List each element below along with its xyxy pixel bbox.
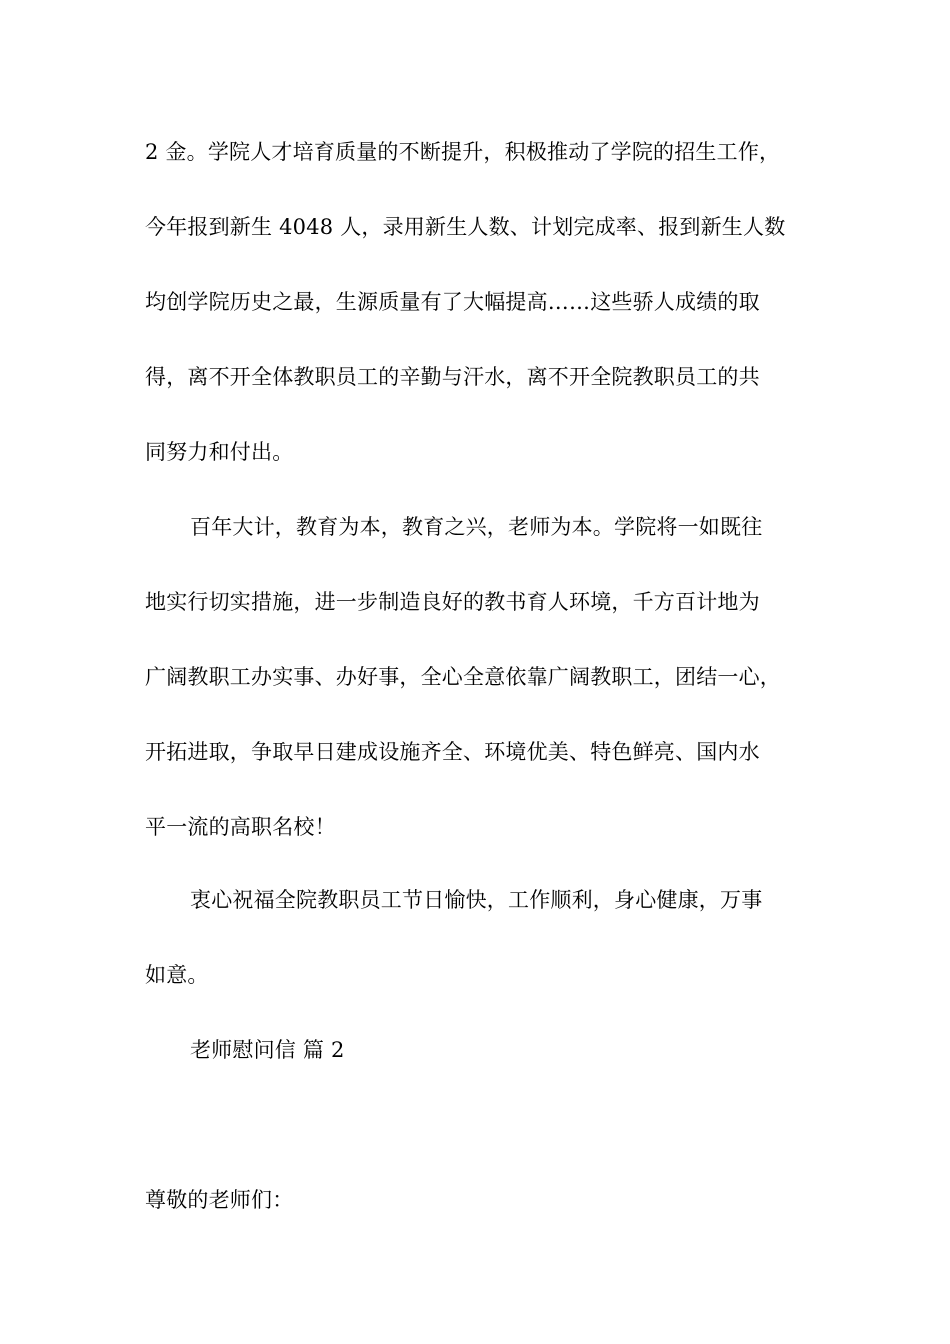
paragraph-1-line-3: 均创学院历史之最，生源质量有了大幅提高……这些骄人成绩的取 (145, 290, 760, 314)
section-heading: 老师慰问信 篇 2 (190, 1038, 345, 1062)
paragraph-1-line-4: 得，离不开全体教职员工的辛勤与汗水，离不开全院教职员工的共 (145, 365, 760, 389)
paragraph-1-line-5: 同努力和付出。 (145, 440, 294, 464)
paragraph-3-line-1: 衷心祝福全院教职员工节日愉快，工作顺利，身心健康，万事 (190, 888, 763, 912)
paragraph-2-line-1: 百年大计，教育为本，教育之兴，老师为本。学院将一如既往 (190, 515, 763, 539)
paragraph-3-line-2: 如意。 (145, 963, 209, 987)
paragraph-1-line-2: 今年报到新生 4048 人，录用新生人数、计划完成率、报到新生人数 (145, 215, 786, 239)
paragraph-2-line-3: 广阔教职工办实事、办好事，全心全意依靠广阔教职工，团结一心， (145, 665, 781, 689)
paragraph-2-line-4: 开拓进取，争取早日建成设施齐全、环境优美、特色鲜亮、国内水 (145, 740, 760, 764)
paragraph-2-line-5: 平一流的高职名校！ (145, 815, 336, 839)
salutation: 尊敬的老师们： (145, 1188, 294, 1212)
paragraph-2-line-2: 地实行切实措施，进一步制造良好的教书育人环境，千方百计地为 (145, 590, 760, 614)
paragraph-1-line-1: 2 金。学院人才培育质量的不断提升，积极推动了学院的招生工作， (145, 140, 781, 164)
